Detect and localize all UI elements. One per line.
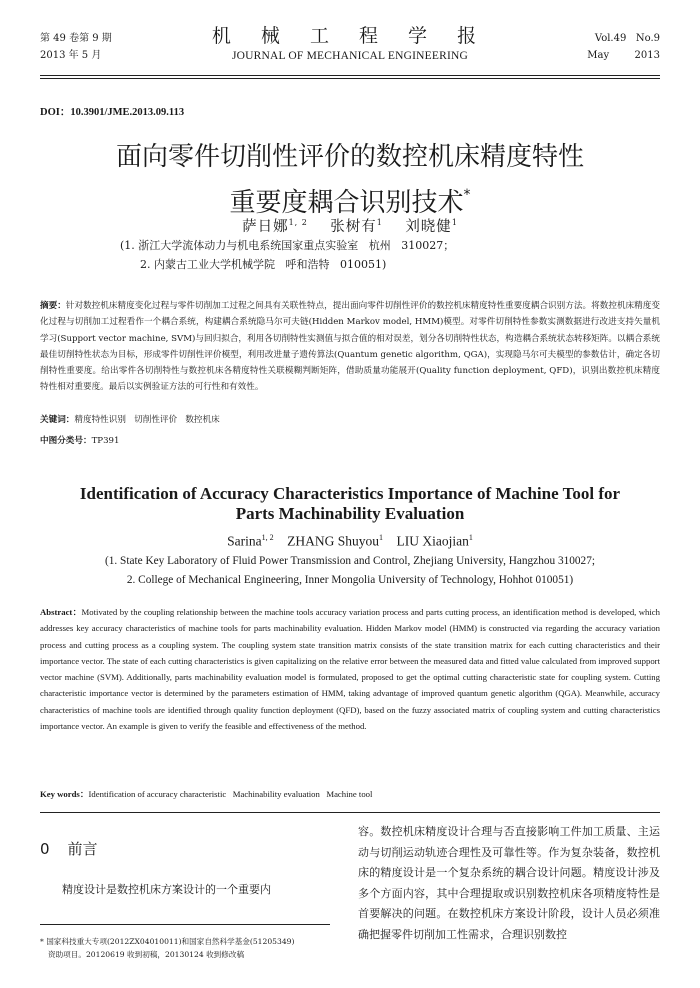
section-heading bbox=[40, 838, 98, 859]
author-en-3: LIU Xiaojian bbox=[396, 533, 469, 549]
date-en: May 2013 bbox=[587, 50, 660, 61]
author-en-1: Sarina bbox=[227, 533, 262, 549]
affiliations-cn bbox=[120, 236, 660, 274]
section-rule bbox=[40, 812, 660, 813]
title-cn-line1: 面向零件切削性评价的数控机床精度特性 bbox=[115, 142, 584, 172]
footnote-line1: * 国家科技重大专项(2012ZX04010011)和国家自然科学基金(51205349) bbox=[40, 937, 295, 946]
header-rule bbox=[40, 75, 660, 76]
affiliation-en-1: (1. State Key Laboratory of Fluid Power Transmission and Control, Zhejiang University, Hangzhou 310027; bbox=[105, 555, 595, 567]
body-column-right: 容。数控机床精度设计合理与否直接影响工件加工质量、主运动与切削运动轨迹合理性及可靠性等。作为复杂装备，数控机床的精度设计是一个复杂系统的耦合设计问题。精度设计涉及多个方面内容，其中合理提取或识别数控机床各项精度特性是首要解决的问题。在数控机床方案设计阶段，设计人员必须准确把握零件切削加工性需求，合理识别数控 bbox=[358, 825, 660, 941]
authors-cn bbox=[40, 215, 660, 236]
author-en-2: ZHANG Shuyou bbox=[287, 533, 380, 549]
keywords-cn bbox=[40, 413, 660, 428]
header-rule-thin bbox=[40, 78, 660, 79]
author-cn-2: 张树有 bbox=[330, 219, 377, 235]
author-cn-2-aff: 1 bbox=[376, 218, 383, 228]
title-cn bbox=[40, 138, 660, 222]
body-column-left: 精度设计是数控机床方案设计的一个重要内 bbox=[62, 883, 271, 896]
title-footnote-mark: * bbox=[463, 187, 471, 203]
title-cn-line2-text: 重要度耦合识别技术 bbox=[229, 188, 464, 218]
journal-name-en: JOURNAL OF MECHANICAL ENGINEERING bbox=[231, 50, 469, 62]
footnote-rule bbox=[40, 924, 330, 925]
keywords-cn-text: 精度特性识别 切削性评价 数控机床 bbox=[74, 415, 220, 425]
title-en-line2: Parts Machinability Evaluation bbox=[235, 504, 465, 523]
affiliation-cn-1: (1. 浙江大学流体动力与机电系统国家重点实验室 杭州 310027； bbox=[120, 239, 455, 252]
section-title: 前言 bbox=[67, 840, 98, 858]
header-left bbox=[40, 30, 112, 64]
header-center bbox=[170, 24, 530, 64]
affiliation-cn-2: 2. 内蒙古工业大学机械学院 呼和浩特 010051) bbox=[140, 258, 387, 271]
abstract-en bbox=[40, 604, 660, 734]
abstract-en-text: Motivated by the coupling relationship between the machine tools accuracy variation process and parts cutting process, an identification method is developed, which addresses key accuracy characteristics of machine tools for parts machinability evaluation. Hidden Markov model (HMM) is constructed via regarding the accuracy variation process and cutting process as a coupling system. The coupling system state transition matrix consists of the state transition matrix for each cutting characteristics and their importance vector. The state of each cutting characteristics is given capitalizing on the relative error between the measured data and fitted value calculated from improved support vector machine (SVM). Additionally, parts machinability evaluation model is formulated, proposed to get the optimal cutting characteristic state for coupling system. Cutting characteristic importance vector is determined by the parameters estimation of HMM, taking advantage of improved quantum genetic algorithm (QGA). Meanwhile, accuracy characteristics of machine tools are identified through quality function deployment (QFD), based on the fuzzy associated matrix of coupling system and cutting characteristics importance vector. An example is given to verify the feasible and effectiveness of the method. bbox=[40, 607, 661, 732]
doi: DOI：10.3901/JME.2013.09.113 bbox=[40, 107, 185, 118]
keywords-en-text: Identification of accuracy characteristic Machinability evaluation Machine tool bbox=[88, 789, 373, 799]
classification-cn-text: TP391 bbox=[91, 436, 120, 446]
volume-issue-en: Vol.49 No.9 bbox=[594, 33, 660, 44]
affiliation-en-2: 2. College of Mechanical Engineering, Inner Mongolia University of Technology, Hohhot 010051) bbox=[126, 574, 574, 586]
journal-header bbox=[40, 24, 660, 74]
volume-issue-cn: 第 49 卷第 9 期 bbox=[40, 33, 112, 44]
author-cn-3-aff: 1 bbox=[451, 218, 458, 228]
keywords-en-label: Key words： bbox=[40, 789, 89, 799]
abstract-cn-label: 摘要： bbox=[40, 301, 66, 311]
keywords-en bbox=[40, 787, 660, 802]
abstract-cn-text: 针对数控机床精度变化过程与零件切削加工过程之间具有关联性特点，提出面向零件切削性评价的数控机床精度特性重要度耦合识别方法。将数控机床精度变化过程与切削加工过程看作一个耦合系统，构建耦合系统隐马尔可夫链(Hidden Markov model, HMM)模型。对零件切削特性参数实测数据进行改进支持矢量机学习(Support vector machine, SVM)与回归拟合，利用各切削特性实测值与拟合值的相对误差，划分各切削特性状态，构造耦合系统状态转移矩阵。以耦合系统最佳切削特性状态为目标，形成零件切削性评价模型，利用改进量子遗传算法(Quantum genetic algorithm, QGA)，实现隐马尔可夫模型的参数估计，确定各切削特性重要度。给出零件各切削特性与数控机床各精度特性关联模糊判断矩阵，借助质量功能展开(Quality function deployment, QFD)，识别出数控机床精度特性相对重要度。最后以实例验证方法的可行性和有效性。 bbox=[40, 301, 660, 393]
section-number: 0 bbox=[40, 840, 50, 858]
header-right bbox=[587, 30, 660, 64]
author-cn-3: 刘晓健 bbox=[405, 219, 452, 235]
author-en-2-aff: 1 bbox=[379, 533, 384, 542]
author-cn-1: 萨日娜 bbox=[242, 219, 289, 235]
title-en-line1: Identification of Accuracy Characteristics Importance of Machine Tool for bbox=[79, 484, 621, 503]
author-en-3-aff: 1 bbox=[468, 533, 473, 542]
author-en-1-aff: 1, 2 bbox=[261, 533, 274, 542]
affiliations-en bbox=[40, 552, 660, 590]
footnote-line2: 资助项目。20120619 收到初稿，20130124 收到修改稿 bbox=[48, 950, 245, 959]
classification-cn bbox=[40, 434, 660, 449]
authors-en bbox=[40, 533, 660, 550]
keywords-cn-label: 关键词： bbox=[40, 415, 75, 425]
abstract-cn bbox=[40, 298, 660, 396]
abstract-en-label: Abstract： bbox=[40, 607, 82, 617]
classification-cn-label: 中图分类号： bbox=[40, 436, 92, 446]
footnote bbox=[40, 935, 340, 961]
journal-name-cn: 机 械 工 程 学 报 bbox=[211, 25, 489, 47]
title-en bbox=[40, 484, 660, 524]
date-cn: 2013 年 5 月 bbox=[40, 50, 102, 61]
author-cn-1-aff: 1, 2 bbox=[288, 218, 308, 228]
